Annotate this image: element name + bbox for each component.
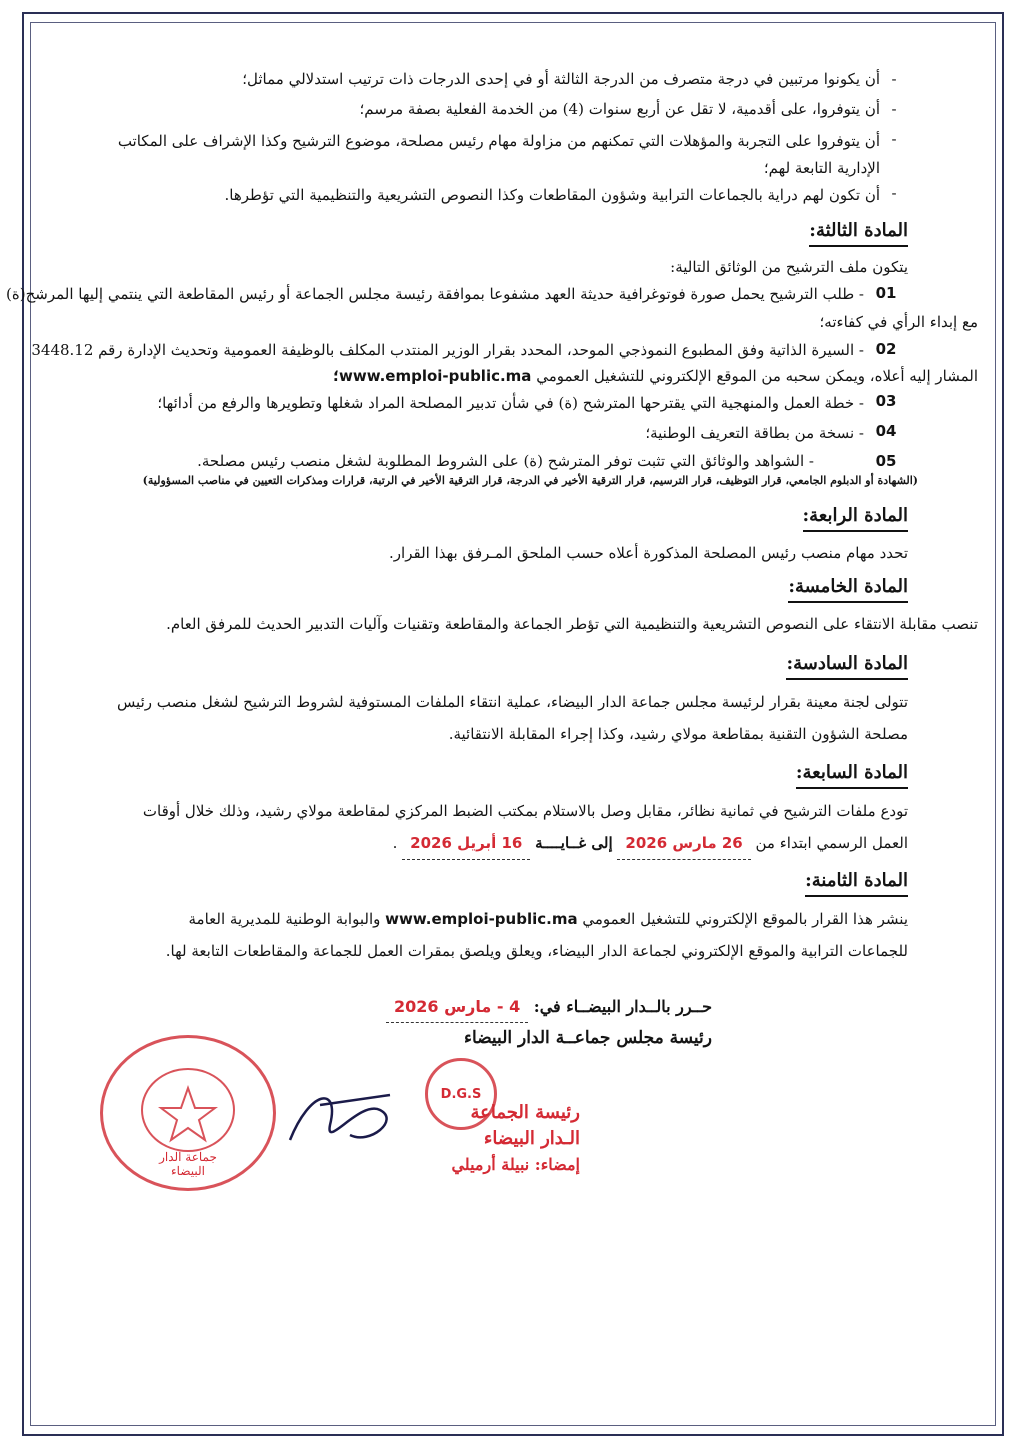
condition-text: أن تكون لهم دراية بالجماعات الترابية وشؤون المقاطعات وكذا النصوص التشريعية والتنظيمية التي تؤطرها. bbox=[224, 186, 880, 204]
employment-website-url: www.emploi-public.ma؛ bbox=[332, 367, 532, 385]
article4-heading-wrap bbox=[110, 503, 908, 532]
star-emblem-icon bbox=[143, 1070, 233, 1150]
article8-text-cont: للجماعات الترابية والموقع الإلكتروني لجماعة الدار البيضاء، ويعلق ويلصق بمقرات العمل للجماعة والمقاطعات التابعة لها. bbox=[165, 942, 908, 960]
signature-date-stamp: 4 - مارس 2026 bbox=[386, 992, 528, 1023]
document-item-text: - نسخة من بطاقة التعريف الوطنية؛ bbox=[645, 424, 864, 442]
document-item-text-cont-part: المشار إليه أعلاه، ويمكن سحبه من الموقع الإلكتروني للتشغيل العمومي bbox=[536, 367, 978, 385]
condition-bullet bbox=[110, 128, 908, 182]
article8-text bbox=[90, 903, 908, 935]
document-list-note: (الشهادة أو الدبلوم الجامعي، قرار التوظيف، قرار الترسيم، قرار الترقية الأخير في الدرجة، قرار الترقية الأخير في الرتبة، قرارات ومذكرات التعيين في مناصب المسؤولية) bbox=[142, 474, 918, 487]
bullet-dash: - bbox=[891, 100, 897, 118]
condition-text: أن يتوفروا، على أقدمية، لا تقل عن أربع سنوات (4) من الخدمة الفعلية بصفة مرسم؛ bbox=[359, 100, 880, 118]
document-item bbox=[6, 281, 908, 307]
article3-heading-wrap bbox=[110, 218, 908, 247]
article6-heading: المادة السادسة: bbox=[786, 651, 908, 680]
bullet-dash: - bbox=[891, 184, 897, 202]
document-item-text-cont: مع إبداء الرأي في كفاءته؛ bbox=[819, 313, 978, 331]
document-item-text: - خطة العمل والمنهجية التي يقترحها المترشح (ة) في شأن تدبير المصلحة المراد شغلها وتطويرها والرفع من أدائها؛ bbox=[157, 394, 864, 412]
condition-bullet bbox=[110, 98, 908, 128]
document-item-text: - طلب الترشيح يحمل صورة فوتوغرافية حديثة العهد مشفوعا بموافقة رئيسة مجلس الجماعة أو رئيس المقاطعة التي ينتمي إليها المرشح(ة) bbox=[6, 285, 864, 303]
article8-heading-wrap bbox=[110, 868, 908, 897]
employment-website-url: www.emploi-public.ma bbox=[385, 910, 578, 928]
article7-text-cont bbox=[110, 827, 908, 860]
document-item bbox=[110, 449, 908, 473]
article7-until-label: إلى غــايــــة bbox=[535, 834, 613, 852]
article5-heading-wrap bbox=[110, 574, 908, 603]
document-item bbox=[110, 389, 908, 419]
start-date-stamp: 26 مارس 2026 bbox=[617, 827, 750, 860]
article7-heading-wrap bbox=[110, 760, 908, 789]
article4-heading: المادة الرابعة: bbox=[803, 503, 909, 532]
condition-text: أن يتوفروا على التجربة والمؤهلات التي تمكنهم من مزاولة مهام رئيس مصلحة، موضوع الترشيح وكذا الإشراف على المكاتب bbox=[117, 132, 880, 150]
condition-text: أن يكونوا مرتبين في درجة متصرف من الدرجة الثالثة أو في إحدى الدرجات ذات ترتيب استدلالي مماثل؛ bbox=[242, 70, 880, 88]
signature-place-label: حــرر بالــدار البيضــاء في: bbox=[533, 997, 712, 1016]
article6-heading-wrap bbox=[110, 651, 908, 680]
article8-heading: المادة الثامنة: bbox=[805, 868, 908, 897]
bullet-dash: - bbox=[891, 130, 897, 148]
signatory-stamp-line: الـدار البيضاء bbox=[483, 1128, 580, 1149]
condition-bullet bbox=[110, 182, 908, 212]
article7-period-label: العمل الرسمي ابتداء من bbox=[755, 834, 908, 852]
document-item-text: - الشواهد والوثائق التي تثبت توفر المترشح (ة) على الشروط المطلوبة لشغل منصب رئيس مصلحة. bbox=[197, 452, 814, 470]
handwritten-signature bbox=[270, 1080, 430, 1160]
document-item-text: - السيرة الذاتية وفق المطبوع النموذجي الموحد، المحدد بقرار الوزير المنتدب المكلف بالوظيفة العمومية وتحديث الإدارة رقم 3448.12 bbox=[31, 341, 864, 359]
signatory-stamp-line: إمضاء: نبيلة أرميلي bbox=[451, 1155, 580, 1174]
article6-text-cont: مصلحة الشؤون التقنية بمقاطعة مولاي رشيد، وكذا إجراء المقابلة الانتقائية. bbox=[448, 725, 908, 743]
article7-heading: المادة السابعة: bbox=[796, 760, 908, 789]
signatory-stamp-line: رئيسة الجماعة bbox=[470, 1102, 580, 1123]
article8-text-part: والبوابة الوطنية للمديرية العامة bbox=[188, 910, 381, 928]
document-item-number: 05 bbox=[875, 452, 897, 470]
official-seal bbox=[100, 1035, 276, 1191]
document-item-number: 02 bbox=[875, 340, 897, 358]
article5-text: تنصب مقابلة الانتقاء على النصوص التشريعية والتنظيمية التي تؤطر الجماعة والمقاطعة وتقنيات وآليات التدبير الحديث للمرفق العام. bbox=[166, 615, 978, 633]
document-item-number: 01 bbox=[875, 284, 897, 302]
document-item-text-cont bbox=[110, 363, 978, 389]
end-date-stamp: 16 أبريل 2026 bbox=[402, 827, 530, 860]
article3-heading: المادة الثالثة: bbox=[809, 218, 908, 247]
document-item-number: 04 bbox=[875, 422, 897, 440]
seal-label: جماعة الدار البيضاء bbox=[159, 1150, 217, 1178]
article8-text-part: ينشر هذا القرار بالموقع الإلكتروني للتشغيل العمومي bbox=[582, 910, 908, 928]
article4-text: تحدد مهام منصب رئيس المصلحة المذكورة أعلاه حسب الملحق المـرفق بهذا القرار. bbox=[389, 544, 908, 562]
signature-title: رئيسة مجلس جماعــة الدار البيضاء bbox=[464, 1028, 712, 1048]
condition-text-cont: الإدارية التابعة لهم؛ bbox=[763, 159, 880, 177]
article6-text: تتولى لجنة معينة بقرار لرئيسة مجلس جماعة الدار البيضاء، عملية انتقاء الملفات المستوفية لشروط الترشيح لشغل منصب رئيس bbox=[116, 693, 908, 711]
article7-text: تودع ملفات الترشيح في ثمانية نظائر، مقابل وصل بالاستلام بمكتب الضبط المركزي لمقاطعة مولاي رشيد، وذلك خلال أوقات bbox=[142, 802, 908, 820]
dgs-seal-label: D.G.S bbox=[440, 1086, 482, 1102]
bullet-dash: - bbox=[891, 70, 897, 88]
document-item bbox=[31, 337, 908, 363]
article5-heading: المادة الخامسة: bbox=[788, 574, 908, 603]
article3-intro: يتكون ملف الترشيح من الوثائق التالية: bbox=[670, 258, 908, 276]
document-item-number: 03 bbox=[875, 392, 897, 410]
article7-end-dot: . bbox=[392, 834, 398, 852]
condition-bullet bbox=[110, 68, 908, 98]
signature-block bbox=[242, 997, 712, 1053]
seal-emblem-ring bbox=[141, 1068, 235, 1152]
signature-place-date bbox=[242, 992, 712, 1023]
decree-body bbox=[6, 68, 978, 967]
document-item bbox=[110, 419, 908, 449]
